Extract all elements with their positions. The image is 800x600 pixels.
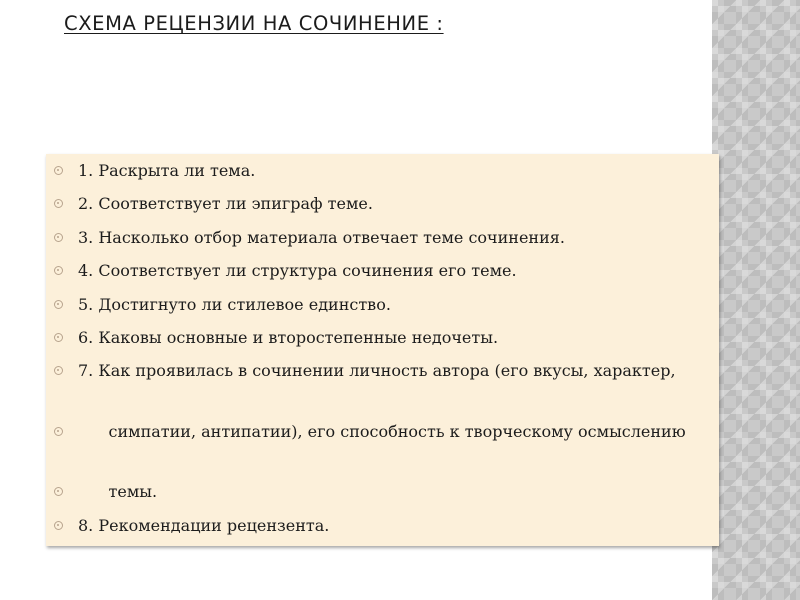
circle-bullet-icon — [54, 521, 63, 530]
bullet-text: 1. Раскрыта ли тема. — [78, 161, 256, 180]
circle-bullet-icon — [54, 300, 63, 309]
bullet-item-8 — [46, 421, 719, 443]
bullet-item-7 — [46, 360, 719, 382]
bullet-text: симпатии, антипатии), его способность к творческому осмыслению — [78, 422, 686, 441]
bullet-item-9 — [46, 481, 719, 503]
bullet-text: 4. Соответствует ли структура сочинения его теме. — [78, 261, 517, 280]
bullet-text: 3. Насколько отбор материала отвечает теме сочинения. — [78, 228, 565, 247]
bullet-text: темы. — [78, 482, 158, 501]
content-box — [46, 154, 719, 546]
bullet-item-4 — [46, 260, 719, 282]
slide-title: СХЕМА РЕЦЕНЗИИ НА СОЧИНЕНИЕ : — [64, 12, 444, 35]
circle-bullet-icon — [54, 199, 63, 208]
bullet-text: 8. Рекомендации рецензента. — [78, 516, 330, 535]
circle-bullet-icon — [54, 333, 63, 342]
bullet-item-10 — [46, 515, 719, 537]
circle-bullet-icon — [54, 233, 63, 242]
circle-bullet-icon — [54, 366, 63, 375]
bullet-item-6 — [46, 327, 719, 349]
bullet-text: 6. Каковы основные и второстепенные недочеты. — [78, 328, 499, 347]
bullet-item-2 — [46, 193, 719, 215]
bullet-text: 5. Достигнуто ли стилевое единство. — [78, 295, 391, 314]
decorative-side-strip — [712, 0, 800, 600]
bullet-item-5 — [46, 294, 719, 316]
bullet-item-1 — [46, 160, 719, 182]
bullet-text: 7. Как проявилась в сочинении личность автора (его вкусы, характер, — [78, 361, 676, 380]
circle-bullet-icon — [54, 266, 63, 275]
circle-bullet-icon — [54, 427, 63, 436]
bullet-text: 2. Соответствует ли эпиграф теме. — [78, 194, 373, 213]
circle-bullet-icon — [54, 487, 63, 496]
circle-bullet-icon — [54, 166, 63, 175]
bullet-item-3 — [46, 227, 719, 249]
